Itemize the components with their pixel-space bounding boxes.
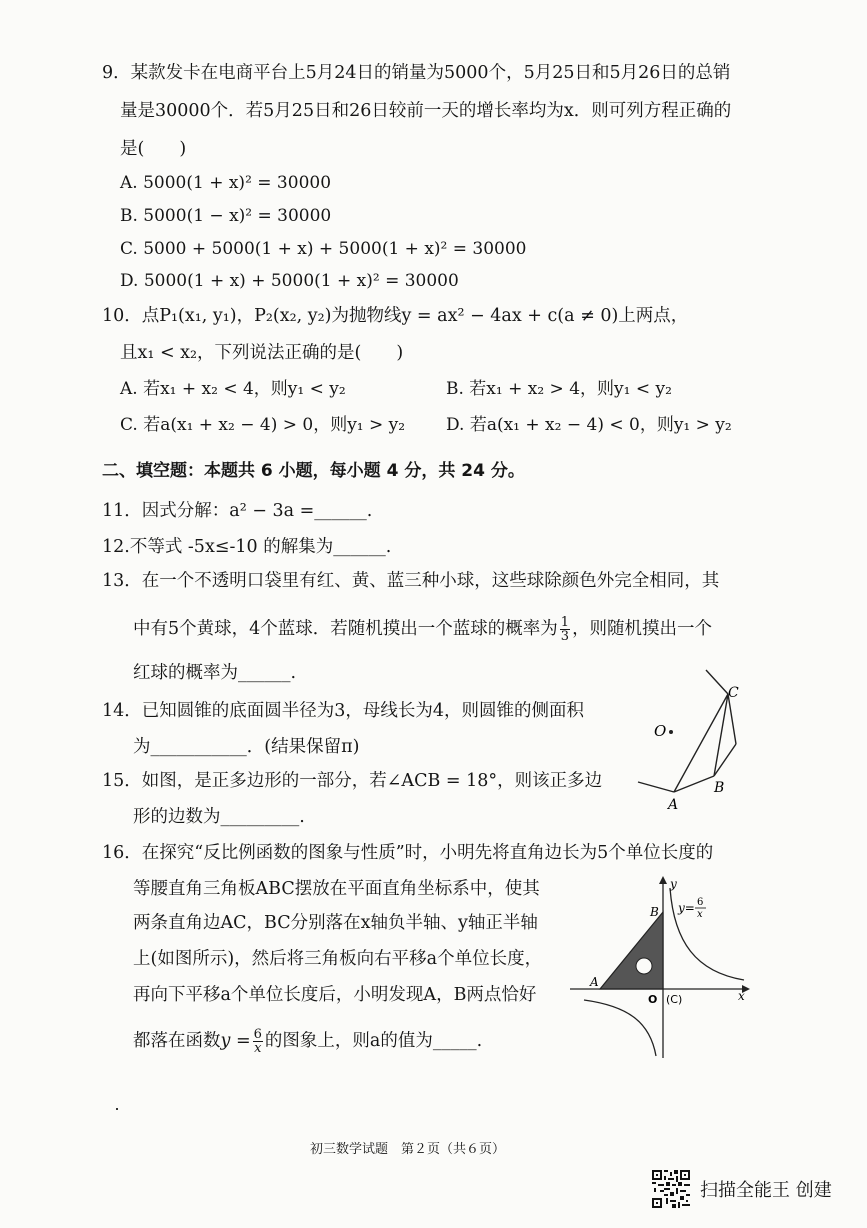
fig16-func-den: x [697,909,703,920]
q9-option-a: A. 5000(1 + x)² = 30000 [120,173,332,193]
q16-line6-pre: 都落在函数 [133,1031,221,1051]
q10-option-b: B. 若x₁ + x₂ > 4，则y₁ < y₂ [446,379,672,399]
q16-line4: 上(如图所示)，然后将三角板向右平移a个单位长度， [133,949,543,969]
page-footer: 初三数学试题 第２页（共６页） [310,1142,506,1157]
q16-func-y: y = [220,1031,251,1051]
q10-option-a: A. 若x₁ + x₂ < 4，则y₁ < y₂ [120,379,346,399]
q9-line2: 量是30000个．若5月25日和26日较前一天的增长率均为x．则可列方程正确的 [120,101,732,121]
q9-option-c: C. 5000 + 5000(1 + x) + 5000(1 + x)² = 30000 [120,239,527,259]
q9-line1: 9．某款发卡在电商平台上5月24日的销量为5000个，5月25日和5月26日的总销 [102,63,731,83]
fig15-edge-bottom [638,782,674,792]
stray-dot [116,1108,118,1110]
fig15-label-o: O [654,722,667,740]
q9-option-b: B. 5000(1 − x)² = 30000 [120,206,332,226]
fig16-y-arrow [659,876,667,884]
q13-line1: 13．在一个不透明口袋里有红、黄、蓝三种小球，这些球除颜色外完全相同，其 [102,571,720,591]
fig16-label-x: x [738,989,745,1003]
qr-code-icon [652,1170,690,1208]
fig15-edge-cb [728,694,736,744]
fig15-edge-ba [674,776,714,792]
fig16-label-c: (C) [666,993,683,1006]
q14-line1: 14．已知圆锥的底面圆半径为3，母线长为4，则圆锥的侧面积 [102,701,585,721]
q16-line6 [133,1028,482,1055]
section-heading: 二、填空题：本题共 6 小题，每小题 4 分，共 24 分。 [102,461,525,481]
fig16-hyperbola-q3 [584,1000,656,1056]
q15-line1: 15．如图，是正多边形的一部分，若∠ACB = 18°，则该正多边 [102,771,603,791]
q16-line1: 16．在探究“反比例函数的图象与性质”时，小明先将直角边长为5个单位长度的 [102,843,714,863]
q13-line2 [133,616,712,643]
fig16-triangle [600,912,663,989]
fig16-label-a: A [590,975,599,989]
fig15-center-dot [669,730,673,734]
q13-line2-post: ，则随机摸出一个 [572,619,713,639]
q16-frac-num: 6 [253,1027,262,1042]
q10-line1: 10．点P₁(x₁, y₁)，P₂(x₂, y₂)为抛物线y = ax² − 4ax + c(a ≠ 0)上两点， [102,306,689,326]
q12: 12.不等式 -5x≤-10 的解集为______. [102,537,392,557]
fig15-label-c: C [728,685,739,701]
q13-line3: 红球的概率为______. [133,663,297,683]
q14-line2: 为___________．(结果保留π) [133,737,360,757]
fig16-label-o: O [648,993,658,1006]
q16-coordinate-figure [566,872,756,1060]
fig15-label-a: A [668,797,679,813]
q13-line2-pre: 中有5个黄球，4个蓝球．若随机摸出一个蓝球的概率为 [133,619,558,639]
q10-option-c: C. 若a(x₁ + x₂ − 4) > 0，则y₁ > y₂ [120,415,406,435]
fig15-label-b: B [714,780,725,796]
q9-option-d: D. 5000(1 + x) + 5000(1 + x)² = 30000 [120,271,459,291]
fig16-func-y: y= [678,901,695,915]
fig16-func-num: 6 [697,897,704,908]
q16-line6-post: 的图象上，则a的值为_____. [264,1031,483,1051]
fig15-edge-top [706,670,728,694]
q13-frac-den: 3 [560,629,570,644]
q16-fraction [253,1028,263,1055]
q16-line3: 两条直角边AC，BC分别落在x轴负半轴、y轴正半轴 [133,913,538,933]
q15-line2: 形的边数为_________. [133,807,305,827]
q10-option-d: D. 若a(x₁ + x₂ − 4) < 0，则y₁ > y₂ [446,415,732,435]
q9-line3: 是( ) [120,139,187,159]
q11: 11．因式分解：a² − 3a =______. [102,501,373,521]
scanner-brand-text: 扫描全能王 创建 [700,1180,832,1201]
q13-fraction [560,616,570,643]
q10-line2: 且x₁ < x₂，下列说法正确的是( ) [120,343,404,363]
q13-frac-num: 1 [560,615,570,630]
q16-frac-den: x [254,1041,262,1056]
q15-polygon-figure [630,664,740,814]
fig16-label-y: y [670,877,677,891]
q16-line2: 等腰直角三角板ABC摆放在平面直角坐标系中，使其 [133,879,540,899]
q16-line5: 再向下平移a个单位长度后，小明发现A，B两点恰好 [133,985,537,1005]
fig16-label-b: B [650,905,659,919]
fig16-triangle-hole [636,958,652,974]
